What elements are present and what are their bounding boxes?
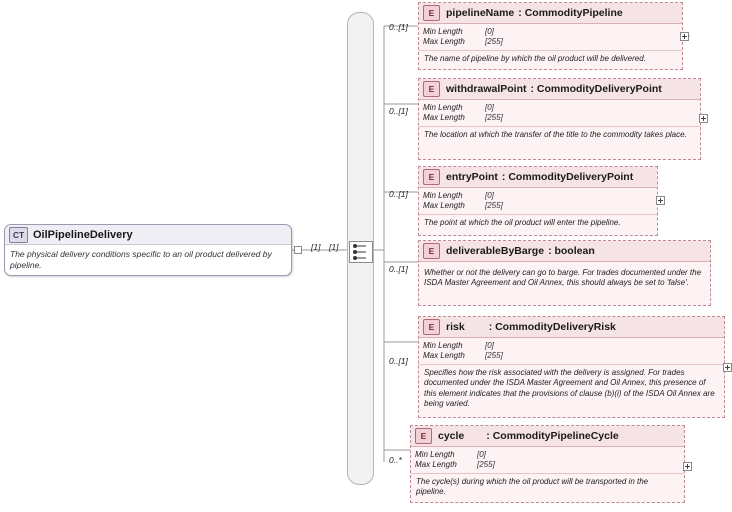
element-description: The cycle(s) during which the oil product will be transported in the pipeline. <box>416 477 649 497</box>
element-badge: E <box>423 81 440 97</box>
facet-label-min: Min Length <box>415 450 455 459</box>
element-name: deliverableByBarge <box>446 245 545 257</box>
element-facets <box>411 447 684 474</box>
element-box-risk[interactable] <box>418 316 725 418</box>
element-description: The name of pipeline by which the oil product will be delivered. <box>424 54 646 63</box>
facet-label-max: Max Length <box>423 201 465 210</box>
element-box-cycle[interactable] <box>410 425 685 503</box>
facet-label-min: Min Length <box>423 27 463 36</box>
facet-value-max: [255] <box>485 351 503 360</box>
sequence-compositor-icon[interactable] <box>349 241 373 263</box>
facet-value-max: [255] <box>485 113 503 122</box>
element-type: : CommodityDeliveryPoint <box>501 171 634 183</box>
element-header <box>411 426 684 447</box>
complex-type-badge: CT <box>9 227 28 243</box>
complex-type-description: The physical delivery conditions specific to an oil product delivered by pipeline. <box>10 249 272 270</box>
element-box-withdrawalPoint[interactable] <box>418 78 701 160</box>
facet-label-max: Max Length <box>423 37 465 46</box>
element-header <box>419 79 700 100</box>
complex-type-title: OilPipelineDelivery <box>33 228 133 241</box>
expand-icon-entryPoint[interactable] <box>656 196 665 205</box>
element-type: : CommodityDeliveryRisk <box>488 321 616 333</box>
cardinality-entryPoint: 0..[1] <box>389 189 408 199</box>
root-cardinality-left: [1] <box>311 242 321 252</box>
element-facets <box>419 338 724 365</box>
facet-label-min: Min Length <box>423 191 463 200</box>
expand-icon-pipelineName[interactable] <box>680 32 689 41</box>
facet-value-min: [0] <box>485 27 494 36</box>
facet-value-max: [255] <box>477 460 495 469</box>
element-description: The point at which the oil product will enter the pipeline. <box>424 218 621 227</box>
element-header <box>419 167 657 188</box>
cardinality-risk: 0..[1] <box>389 356 408 366</box>
facet-value-max: [255] <box>485 37 503 46</box>
cardinality-cycle: 0..* <box>389 455 402 465</box>
facet-value-min: [0] <box>485 103 494 112</box>
element-box-entryPoint[interactable] <box>418 166 658 236</box>
facet-value-min: [0] <box>485 191 494 200</box>
cardinality-deliverableByBarge: 0..[1] <box>389 264 408 274</box>
expand-icon-withdrawalPoint[interactable] <box>699 114 708 123</box>
element-box-pipelineName[interactable] <box>418 2 683 70</box>
element-name: entryPoint <box>446 171 498 183</box>
facet-value-max: [255] <box>485 201 503 210</box>
element-badge: E <box>423 319 440 335</box>
facet-label-max: Max Length <box>423 351 465 360</box>
facet-label-min: Min Length <box>423 341 463 350</box>
facet-label-max: Max Length <box>423 113 465 122</box>
element-type: : boolean <box>548 245 595 257</box>
element-badge: E <box>415 428 432 444</box>
element-name: withdrawalPoint <box>446 83 527 95</box>
root-connector-handle[interactable] <box>294 246 302 254</box>
element-badge: E <box>423 169 440 185</box>
cardinality-pipelineName: 0..[1] <box>389 22 408 32</box>
element-header <box>419 241 710 262</box>
expand-icon-risk[interactable] <box>723 363 732 372</box>
facet-label-max: Max Length <box>415 460 457 469</box>
element-description: Whether or not the delivery can go to barge. For trades documented under the ISDA Master Agreement and Oil Annex, this should always be set to 'false'. <box>424 268 702 288</box>
element-type: : CommodityDeliveryPoint <box>530 83 662 95</box>
element-facets <box>419 100 700 127</box>
element-description: The location at which the transfer of the title to the commodity takes place. <box>424 130 687 139</box>
facet-value-min: [0] <box>477 450 486 459</box>
element-name: cycle <box>438 430 465 442</box>
complex-type-box[interactable] <box>4 224 292 276</box>
element-badge: E <box>423 5 440 21</box>
element-name: pipelineName <box>446 7 515 19</box>
element-badge: E <box>423 243 440 259</box>
element-header <box>419 317 724 338</box>
element-description: Specifies how the risk associated with the delivery is assigned. For trades documented under the ISDA Master Agreement and Oil Annex, this presence of this element indicates that the provisions of clause (b)(i) of the ISDA Oil Annex are being varied. <box>424 368 715 409</box>
cardinality-withdrawalPoint: 0..[1] <box>389 106 408 116</box>
element-type: : CommodityPipelineCycle <box>486 430 619 442</box>
facet-label-min: Min Length <box>423 103 463 112</box>
facet-value-min: [0] <box>485 341 494 350</box>
element-facets <box>419 24 682 51</box>
complex-type-header <box>5 225 291 245</box>
element-facets <box>419 188 657 215</box>
root-cardinality-right: [1] <box>329 242 339 252</box>
element-type: : CommodityPipeline <box>518 7 623 19</box>
element-name: risk <box>446 321 465 333</box>
element-box-deliverableByBarge[interactable] <box>418 240 711 306</box>
element-header <box>419 3 682 24</box>
expand-icon-cycle[interactable] <box>683 462 692 471</box>
